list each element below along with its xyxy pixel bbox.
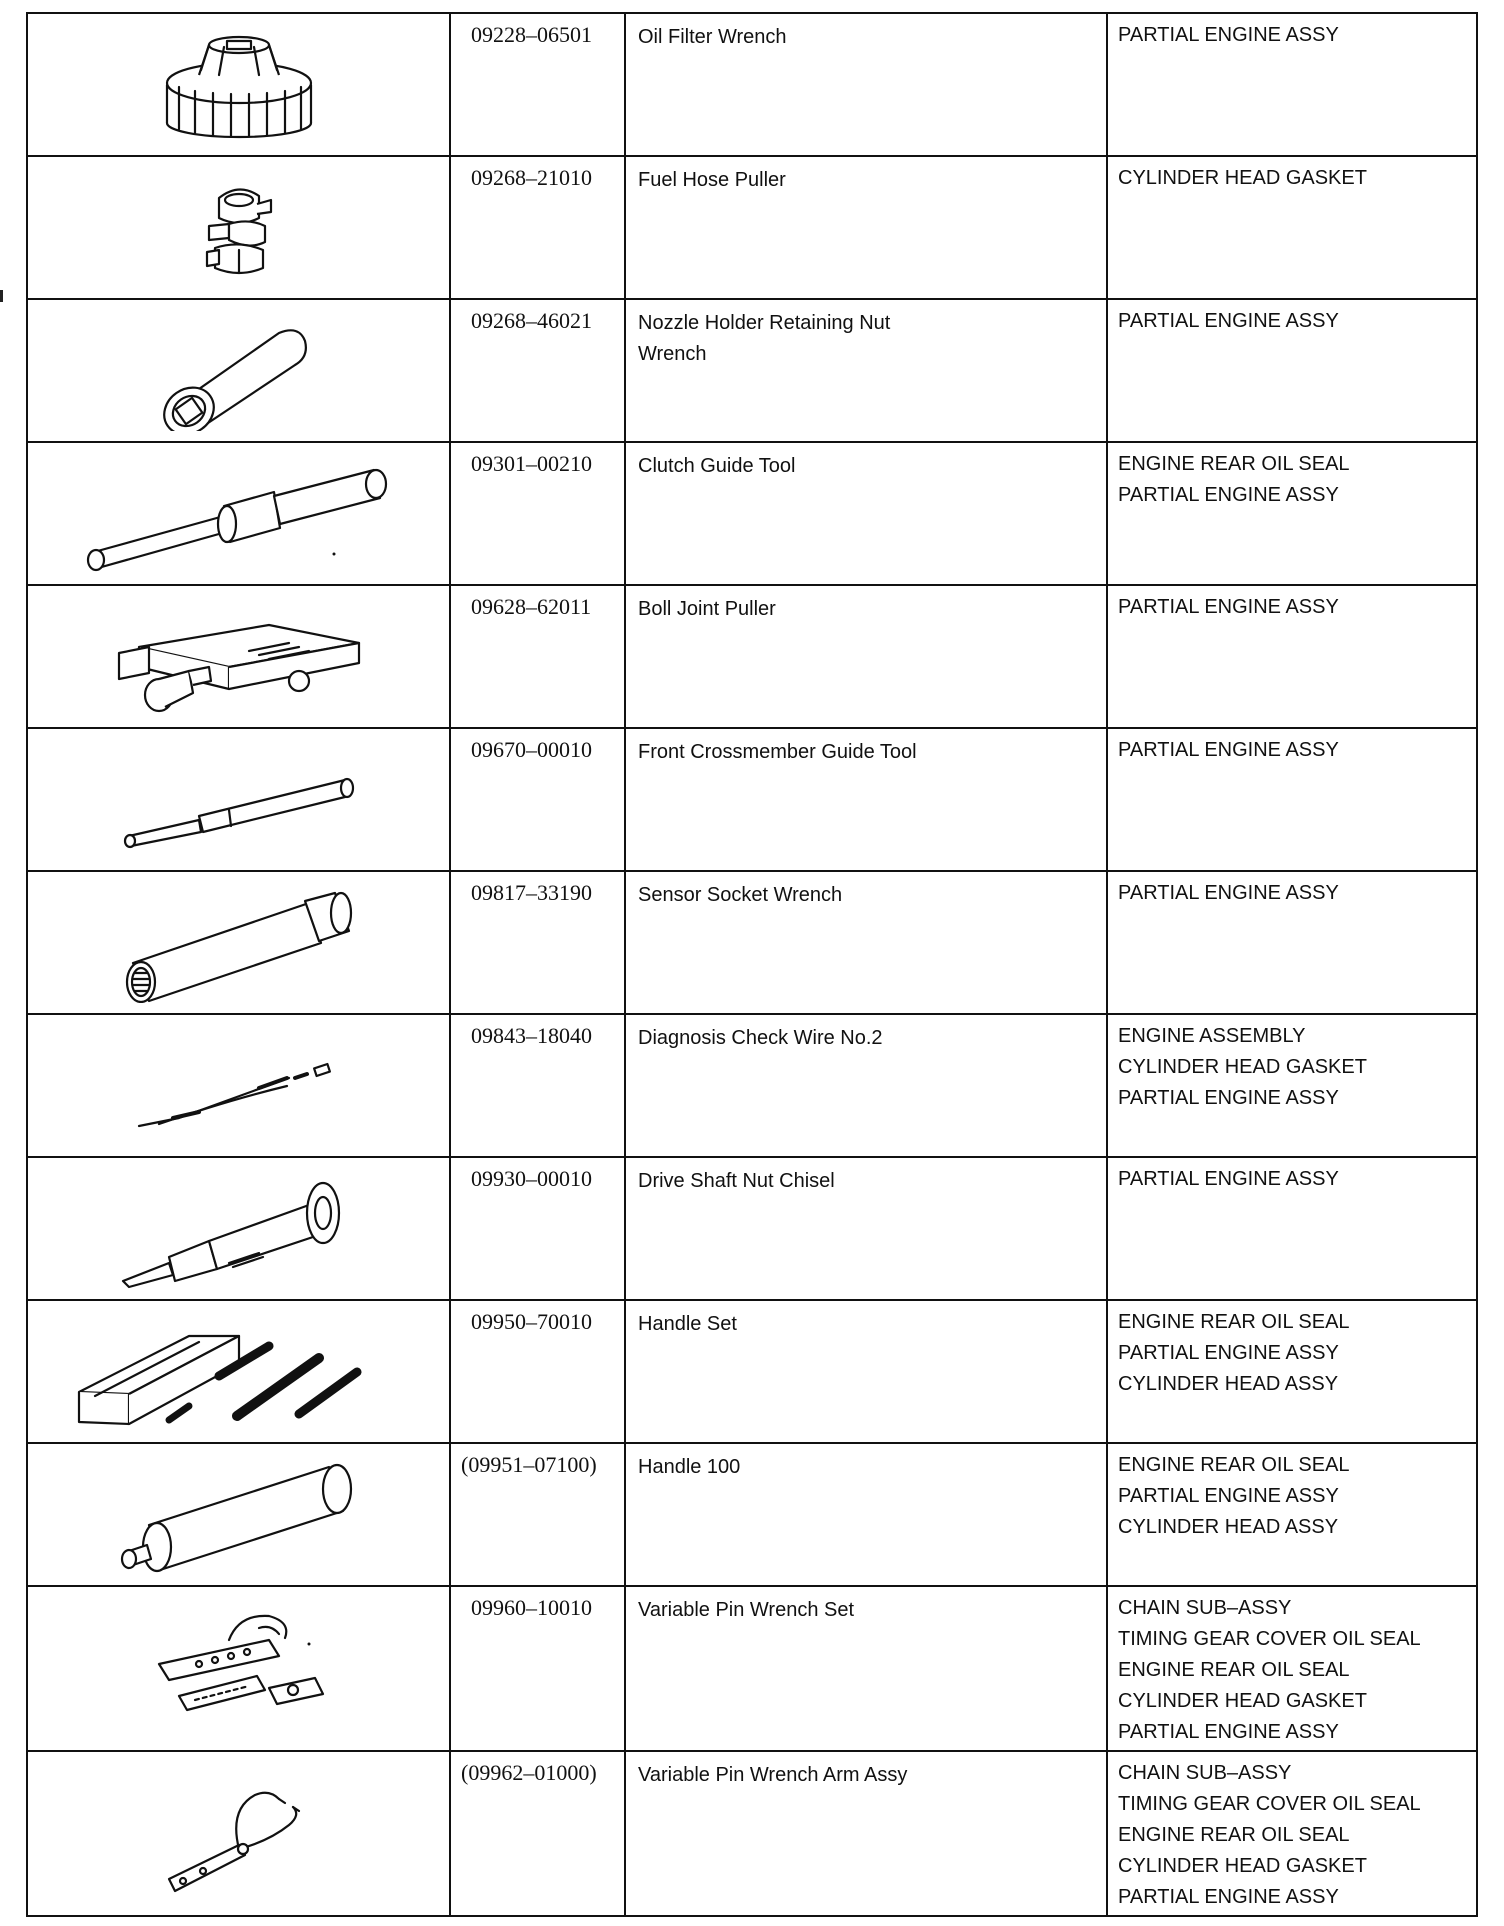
usage-cell [1107, 13, 1477, 156]
part-number: (09962–01000) [450, 1751, 625, 1916]
handle-100-icon [99, 1455, 379, 1575]
table-row [27, 13, 1477, 156]
tool-image-cell [27, 1443, 450, 1586]
usage-item: CYLINDER HEAD GASKET [1118, 1690, 1367, 1712]
usage-item: PARTIAL ENGINE ASSY [1118, 1168, 1339, 1190]
tool-image-cell [27, 1014, 450, 1157]
table-row [27, 299, 1477, 442]
diagnosis-check-wire-icon [119, 1026, 359, 1146]
usage-item: PARTIAL ENGINE ASSY [1118, 1485, 1339, 1507]
variable-pin-wrench-set-icon [139, 1604, 339, 1734]
tool-name-line: Nozzle Holder Retaining Nut [638, 312, 891, 334]
usage-cell [1107, 585, 1477, 728]
part-number: 09930–00010 [450, 1157, 625, 1300]
table-row [27, 728, 1477, 871]
tool-name [625, 1443, 1107, 1586]
tool-name-line: Handle 100 [638, 1456, 741, 1478]
tool-name [625, 871, 1107, 1014]
tool-image-cell [27, 13, 450, 156]
tool-name-line: Clutch Guide Tool [638, 455, 796, 477]
usage-item: TIMING GEAR COVER OIL SEAL [1118, 1793, 1421, 1815]
usage-item: ENGINE REAR OIL SEAL [1118, 453, 1350, 475]
part-number: 09228–06501 [450, 13, 625, 156]
usage-item: CHAIN SUB–ASSY [1118, 1762, 1292, 1784]
usage-cell [1107, 1014, 1477, 1157]
usage-item: PARTIAL ENGINE ASSY [1118, 24, 1339, 46]
part-number: 09843–18040 [450, 1014, 625, 1157]
tool-name-line: Variable Pin Wrench Arm Assy [638, 1764, 908, 1786]
part-number: 09628–62011 [450, 585, 625, 728]
tool-name [625, 1014, 1107, 1157]
tool-name [625, 1157, 1107, 1300]
tool-name [625, 299, 1107, 442]
usage-cell [1107, 1443, 1477, 1586]
usage-item: ENGINE REAR OIL SEAL [1118, 1311, 1350, 1333]
table-row [27, 442, 1477, 585]
tool-name [625, 1300, 1107, 1443]
crossmember-guide-tool-icon [109, 740, 369, 860]
usage-item: ENGINE REAR OIL SEAL [1118, 1824, 1350, 1846]
table-row [27, 1157, 1477, 1300]
tool-name-line: Wrench [638, 343, 707, 365]
tool-name-line: Sensor Socket Wrench [638, 884, 843, 906]
tool-image-cell [27, 871, 450, 1014]
table-row [27, 156, 1477, 299]
oil-filter-wrench-icon [139, 25, 339, 145]
usage-item: CYLINDER HEAD ASSY [1118, 1373, 1339, 1395]
table-row [27, 1586, 1477, 1751]
tool-name-line: Variable Pin Wrench Set [638, 1599, 855, 1621]
part-number: 09670–00010 [450, 728, 625, 871]
nozzle-holder-wrench-icon [139, 311, 339, 431]
tool-name [625, 156, 1107, 299]
part-number: 09268–21010 [450, 156, 625, 299]
part-number: 09268–46021 [450, 299, 625, 442]
usage-cell [1107, 1157, 1477, 1300]
tool-name-line: Oil Filter Wrench [638, 26, 787, 48]
tool-image-cell [27, 442, 450, 585]
tool-name-line: Fuel Hose Puller [638, 169, 786, 191]
usage-item: CYLINDER HEAD GASKET [1118, 1056, 1367, 1078]
tool-name-line: Front Crossmember Guide Tool [638, 741, 917, 763]
clutch-guide-tool-icon [74, 454, 404, 574]
usage-item: TIMING GEAR COVER OIL SEAL [1118, 1628, 1421, 1650]
tool-name [625, 1751, 1107, 1916]
tool-name [625, 442, 1107, 585]
usage-cell [1107, 442, 1477, 585]
usage-cell [1107, 1300, 1477, 1443]
special-service-tools-page [26, 12, 1476, 1917]
usage-item: PARTIAL ENGINE ASSY [1118, 1342, 1339, 1364]
tool-name-line: Boll Joint Puller [638, 598, 776, 620]
sensor-socket-wrench-icon [109, 883, 369, 1003]
part-number: 09817–33190 [450, 871, 625, 1014]
usage-item: CYLINDER HEAD GASKET [1118, 167, 1367, 189]
usage-cell [1107, 299, 1477, 442]
usage-item: CHAIN SUB–ASSY [1118, 1597, 1292, 1619]
usage-item: CYLINDER HEAD ASSY [1118, 1516, 1339, 1538]
part-number: 09960–10010 [450, 1586, 625, 1751]
tool-image-cell [27, 1586, 450, 1751]
usage-cell [1107, 871, 1477, 1014]
margin-mark [0, 290, 3, 302]
tool-name [625, 1586, 1107, 1751]
tool-name [625, 728, 1107, 871]
table-row [27, 1014, 1477, 1157]
tool-image-cell [27, 728, 450, 871]
table-row [27, 1300, 1477, 1443]
usage-item: PARTIAL ENGINE ASSY [1118, 1087, 1339, 1109]
fuel-hose-puller-icon [179, 168, 299, 288]
tool-name [625, 585, 1107, 728]
usage-item: PARTIAL ENGINE ASSY [1118, 1721, 1339, 1743]
part-number: 09950–70010 [450, 1300, 625, 1443]
table-row [27, 871, 1477, 1014]
tool-name-line: Drive Shaft Nut Chisel [638, 1170, 835, 1192]
tool-image-cell [27, 585, 450, 728]
table-row [27, 1751, 1477, 1916]
table-row [27, 585, 1477, 728]
usage-item: PARTIAL ENGINE ASSY [1118, 310, 1339, 332]
tool-name-line: Diagnosis Check Wire No.2 [638, 1027, 883, 1049]
usage-item: ENGINE ASSEMBLY [1118, 1025, 1306, 1047]
usage-item: PARTIAL ENGINE ASSY [1118, 596, 1339, 618]
tool-image-cell [27, 1300, 450, 1443]
tool-image-cell [27, 299, 450, 442]
handle-set-icon [69, 1312, 409, 1432]
tool-name [625, 13, 1107, 156]
usage-item: ENGINE REAR OIL SEAL [1118, 1454, 1350, 1476]
tools-table [26, 12, 1478, 1917]
tool-name-line: Handle Set [638, 1313, 737, 1335]
usage-item: PARTIAL ENGINE ASSY [1118, 1886, 1339, 1908]
table-row [27, 1443, 1477, 1586]
part-number: 09301–00210 [450, 442, 625, 585]
usage-cell [1107, 1586, 1477, 1751]
usage-item: PARTIAL ENGINE ASSY [1118, 484, 1339, 506]
tool-image-cell [27, 1751, 450, 1916]
usage-cell [1107, 156, 1477, 299]
part-number: (09951–07100) [450, 1443, 625, 1586]
tool-image-cell [27, 1157, 450, 1300]
usage-cell [1107, 1751, 1477, 1916]
ball-joint-puller-icon [89, 597, 389, 717]
tool-image-cell [27, 156, 450, 299]
usage-item: PARTIAL ENGINE ASSY [1118, 882, 1339, 904]
drive-shaft-nut-chisel-icon [109, 1169, 369, 1289]
usage-item: PARTIAL ENGINE ASSY [1118, 739, 1339, 761]
usage-item: ENGINE REAR OIL SEAL [1118, 1659, 1350, 1681]
variable-pin-wrench-arm-icon [139, 1769, 339, 1899]
usage-cell [1107, 728, 1477, 871]
usage-item: CYLINDER HEAD GASKET [1118, 1855, 1367, 1877]
